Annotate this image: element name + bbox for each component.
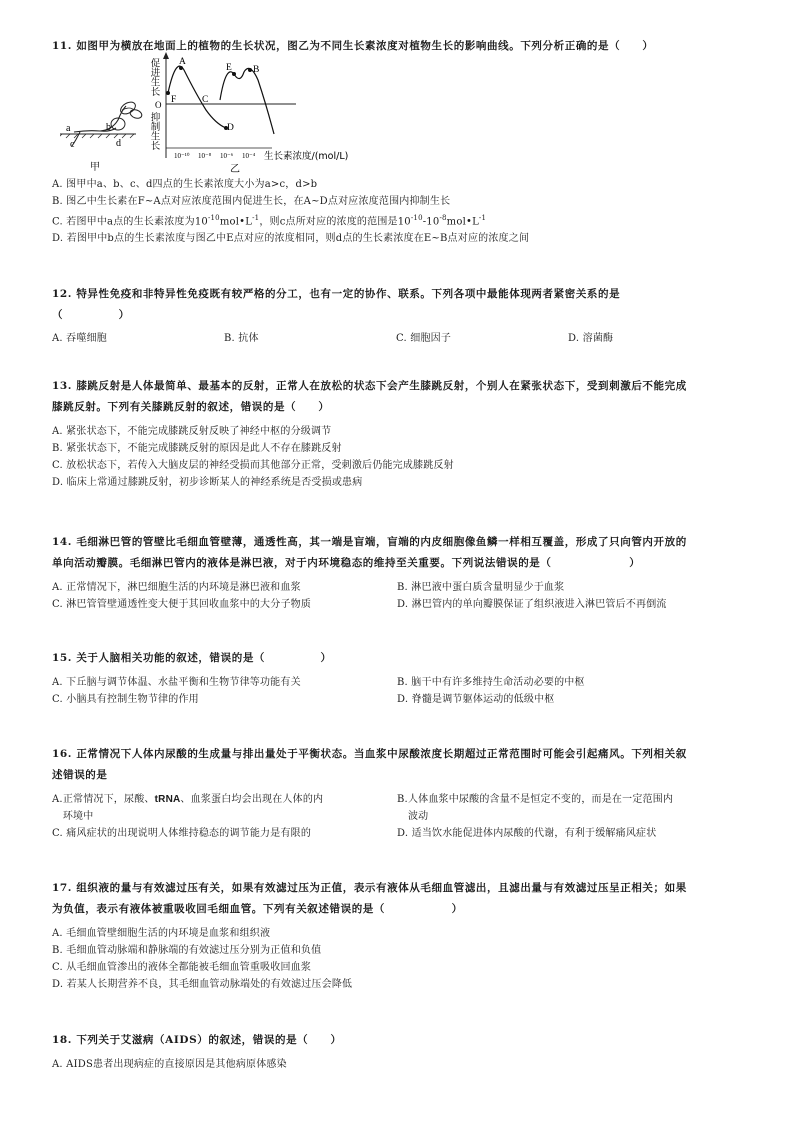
option-14-C[interactable]: C. 淋巴管管壁通透性变大便于其回收血浆中的大分子物质 xyxy=(52,599,312,610)
option-11-D[interactable]: D. 若图甲中b点的生长素浓度与图乙中E点对应的浓度相同，则d点的生长素浓度在E~B点对应的浓度之间 xyxy=(52,233,530,245)
option-14-D[interactable]: D. 淋巴管内的单向瓣膜保证了组织液进入淋巴管后不再倒流 xyxy=(397,599,667,610)
option-18-A[interactable]: A. AIDS患者出现病症的直接原因是其他病原体感染 xyxy=(52,1059,287,1070)
option-17-A[interactable]: A. 毛细血管壁细胞生活的内环境是血浆和组织液 xyxy=(52,928,271,939)
question-16-stem-1: 16. 正常情况下人体内尿酸的生成量与排出量处于平衡状态。当血浆中尿酸浓度长期超过正常范围时可能会引起痛风。下列相关叙 xyxy=(52,748,687,760)
text: 正常情况下，尿酸、 xyxy=(62,794,155,805)
question-14 xyxy=(52,532,742,613)
option-16-B[interactable] xyxy=(397,791,742,825)
question-17-stem-2: 为负值，表示有液体被重吸收回毛细血管。下列有关叙述错误的是（ ） xyxy=(52,903,463,915)
option-11-A[interactable]: A. 图甲中a、b、c、d四点的生长素浓度大小为a>c，d>b xyxy=(52,179,318,190)
question-11-options xyxy=(52,176,742,247)
text: 波动 xyxy=(407,811,429,822)
question-18 xyxy=(52,1030,742,1073)
text: 、血浆蛋白均会出现在人体的内 xyxy=(180,794,324,805)
option-13-A[interactable]: A. 紧张状态下，不能完成膝跳反射反映了神经中枢的分级调节 xyxy=(52,426,332,437)
option-12-C[interactable]: C. 细胞因子 xyxy=(396,333,452,344)
option-14-B[interactable]: B. 淋巴液中蛋白质含量明显少于血浆 xyxy=(397,582,565,593)
figure-jia xyxy=(60,100,143,173)
text: 环境中 xyxy=(62,811,94,822)
caption-yi: 乙 xyxy=(230,164,240,175)
option-13-D[interactable]: D. 临床上常通过膝跳反射，初步诊断某人的神经系统是否受损或患病 xyxy=(52,477,363,488)
point-C: C xyxy=(202,95,209,105)
sup: -10 xyxy=(410,214,423,222)
option-15-C[interactable]: C. 小脑具有控制生物节律的作用 xyxy=(52,694,199,705)
label-c: c xyxy=(70,139,75,150)
question-14-stem-1: 14. 毛细淋巴管的管壁比毛细血管壁薄，通透性高，其一端是盲端，盲端的内皮细胞像鱼鳞一样相互覆盖，形成了只向管内开放的 xyxy=(52,536,687,548)
option-16-A[interactable] xyxy=(52,791,397,825)
option-15-B[interactable]: B. 脑干中有许多维持生命活动必要的中枢 xyxy=(397,677,585,688)
figure-q11 xyxy=(60,48,380,176)
y-label-up: 促进生长 xyxy=(148,58,160,96)
question-12-stem-2: （ ） xyxy=(52,309,130,321)
text: -10 xyxy=(422,216,440,228)
trna-text: tRNA xyxy=(154,794,181,805)
question-12 xyxy=(52,284,742,347)
question-18-stem: 18. 下列关于艾滋病（AIDS）的叙述，错误的是（ ） xyxy=(52,1034,342,1046)
option-16-C[interactable]: C. 痛风症状的出现说明人体维持稳态的调节能力是有限的 xyxy=(52,828,312,839)
y-label-down: 抑制生长 xyxy=(148,112,160,150)
sup: -8 xyxy=(439,214,447,222)
x-axis-label: 生长素浓度/(mol/L) xyxy=(264,151,349,162)
question-16 xyxy=(52,744,742,842)
question-13-stem-2: 膝跳反射。下列有关膝跳反射的叙述，错误的是（ ） xyxy=(52,401,330,413)
point-F: F xyxy=(171,95,177,105)
x-tick-2: 10⁻⁸ xyxy=(198,152,212,160)
option-11-C[interactable] xyxy=(52,210,742,230)
unit: mol•L xyxy=(446,216,479,228)
question-13 xyxy=(52,376,742,491)
option-17-D[interactable]: D. 若某人长期营养不良，其毛细血管动脉端处的有效滤过压会降低 xyxy=(52,979,353,990)
unit: mol•L xyxy=(219,216,253,228)
question-15 xyxy=(52,648,742,708)
option-12-A[interactable]: A. 吞噬细胞 xyxy=(52,333,107,344)
question-15-stem: 15. 关于人脑相关功能的叙述，错误的是（ ） xyxy=(52,652,332,664)
option-13-B[interactable]: B. 紧张状态下，不能完成膝跳反射的原因是此人不存在膝跳反射 xyxy=(52,443,342,454)
y-origin: O xyxy=(155,100,162,110)
option-16-B-label: B. xyxy=(397,794,408,805)
sup: -1 xyxy=(478,214,487,222)
point-B: B xyxy=(253,65,260,75)
sup: -1 xyxy=(252,214,260,222)
option-12-D[interactable]: D. 溶菌酶 xyxy=(568,333,614,344)
option-14-A[interactable]: A. 正常情况下，淋巴细胞生活的内环境是淋巴液和血浆 xyxy=(52,582,301,593)
x-tick-1: 10⁻¹⁰ xyxy=(174,152,190,160)
question-14-stem-2: 单向活动瓣膜。毛细淋巴管内的液体是淋巴液，对于内环境稳态的维持至关重要。下列说法错误的是（ ） xyxy=(52,557,641,569)
option-16-D[interactable]: D. 适当饮水能促进体内尿酸的代谢，有利于缓解痛风症状 xyxy=(397,828,657,839)
option-12-B[interactable]: B. 抗体 xyxy=(224,333,259,344)
option-15-D[interactable]: D. 脊髓是调节躯体运动的低级中枢 xyxy=(397,694,555,705)
label-a: a xyxy=(66,123,71,134)
option-11-C-text: C. 若图甲中a点的生长素浓度为10 xyxy=(52,216,208,228)
option-16-A-label: A. xyxy=(52,794,63,805)
option-13-C[interactable]: C. 放松状态下，若传入大脑皮层的神经受损而其他部分正常，受刺激后仍能完成膝跳反射 xyxy=(52,460,454,471)
option-15-A[interactable]: A. 下丘脑与调节体温、水盐平衡和生物节律等功能有关 xyxy=(52,677,301,688)
question-12-stem-1: 12. 特异性免疫和非特异性免疫既有较严格的分工，也有一定的协作、联系。下列各项中最能体现两者紧密关系的是 xyxy=(52,288,621,300)
label-b: b xyxy=(106,122,111,133)
text: 人体血浆中尿酸的含量不是恒定不变的，而是在一定范围内 xyxy=(407,794,674,805)
x-tick-4: 10⁻⁴ xyxy=(242,152,256,160)
question-17-stem-1: 17. 组织液的量与有效滤过压有关，如果有效滤过压为正值，表示有液体从毛细血管滤出，且滤出量与有效滤过压呈正相关；如果 xyxy=(52,882,687,894)
option-17-C[interactable]: C. 从毛细血管渗出的液体全都能被毛细血管重吸收回血浆 xyxy=(52,962,312,973)
point-D: D xyxy=(227,123,234,133)
label-d: d xyxy=(116,138,121,149)
point-E: E xyxy=(226,63,232,73)
question-17 xyxy=(52,878,742,993)
question-11-stem: 11. 如图甲为横放在地面上的植物的生长状况，图乙为不同生长素浓度对植物生长的影响曲线。下列分析正确的是（ ） xyxy=(52,40,654,52)
option-17-B[interactable]: B. 毛细血管动脉端和静脉端的有效滤过压分别为正值和负值 xyxy=(52,945,322,956)
figure-yi xyxy=(149,52,349,175)
caption-jia: 甲 xyxy=(90,162,100,173)
x-tick-3: 10⁻⁶ xyxy=(220,152,234,160)
point-A: A xyxy=(179,57,186,67)
question-16-stem-2: 述错误的是 xyxy=(52,769,108,781)
text: ，则c点所对应的浓度的范围是10 xyxy=(259,216,411,228)
question-13-stem-1: 13. 膝跳反射是人体最简单、最基本的反射，正常人在放松的状态下会产生膝跳反射，个别人在紧张状态下，受到刺激后不能完成 xyxy=(52,380,687,392)
sup: -10 xyxy=(207,214,220,222)
option-11-B[interactable]: B. 图乙中生长素在F~A点对应浓度范围内促进生长，在A~D点对应浓度范围内抑制生长 xyxy=(52,196,451,207)
